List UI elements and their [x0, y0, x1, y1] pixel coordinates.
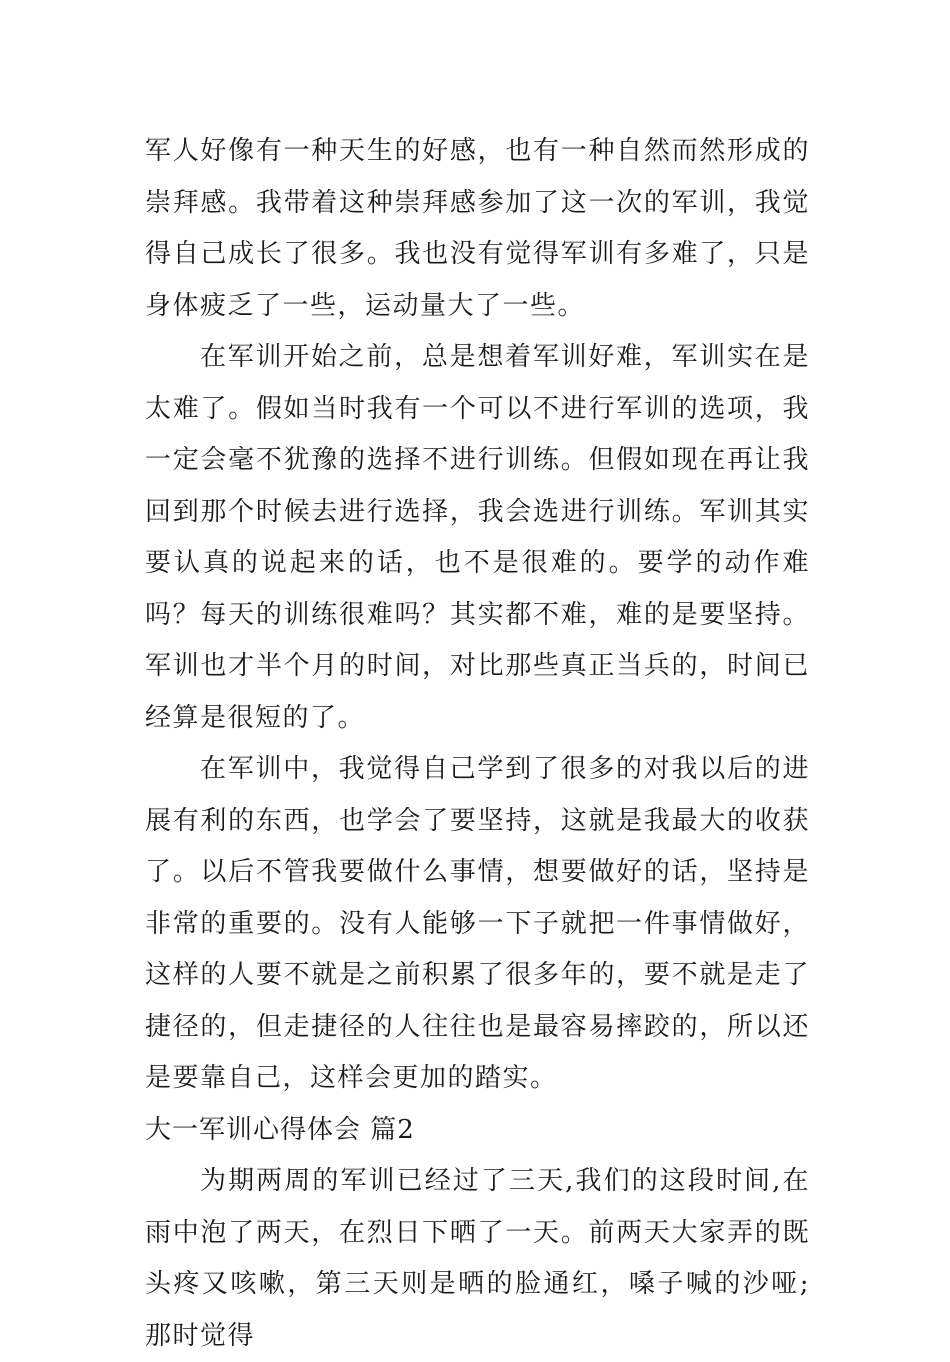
- document-body: [145, 126, 810, 1362]
- paragraph-4: 为期两周的军训已经过了三天,我们的这段时间,在雨中泡了两天，在烈日下晒了一天。前两天大家弄的既头疼又咳嗽，第三天则是晒的脸通红，嗓子喊的沙哑;那时觉得: [145, 1166, 810, 1351]
- section-heading: 大一军训心得体会 篇2: [145, 1114, 415, 1145]
- paragraph-1: 军人好像有一种天生的好感，也有一种自然而然形成的崇拜感。我带着这种崇拜感参加了这一次的军训，我觉得自己成长了很多。我也没有觉得军训有多难了，只是身体疲乏了一些，运动量大了一些。: [145, 136, 810, 321]
- paragraph-2: 在军训开始之前，总是想着军训好难，军训实在是太难了。假如当时我有一个可以不进行军训的选项，我一定会毫不犹豫的选择不进行训练。但假如现在再让我回到那个时候去进行选择，我会选进行训练。军训其实要认真的说起来的话，也不是很难的。要学的动作难吗？每天的训练很难吗？其实都不难，难的是要坚持。军训也才半个月的时间，对比那些真正当兵的，时间已经算是很短的了。: [145, 342, 810, 733]
- paragraph-3: 在军训中，我觉得自己学到了很多的对我以后的进展有利的东西，也学会了要坚持，这就是我最大的收获了。以后不管我要做什么事情，想要做好的话，坚持是非常的重要的。没有人能够一下子就把一件事情做好，这样的人要不就是之前积累了很多年的，要不就是走了捷径的，但走捷径的人往往也是最容易摔跤的，所以还是要靠自己，这样会更加的踏实。: [145, 754, 810, 1093]
